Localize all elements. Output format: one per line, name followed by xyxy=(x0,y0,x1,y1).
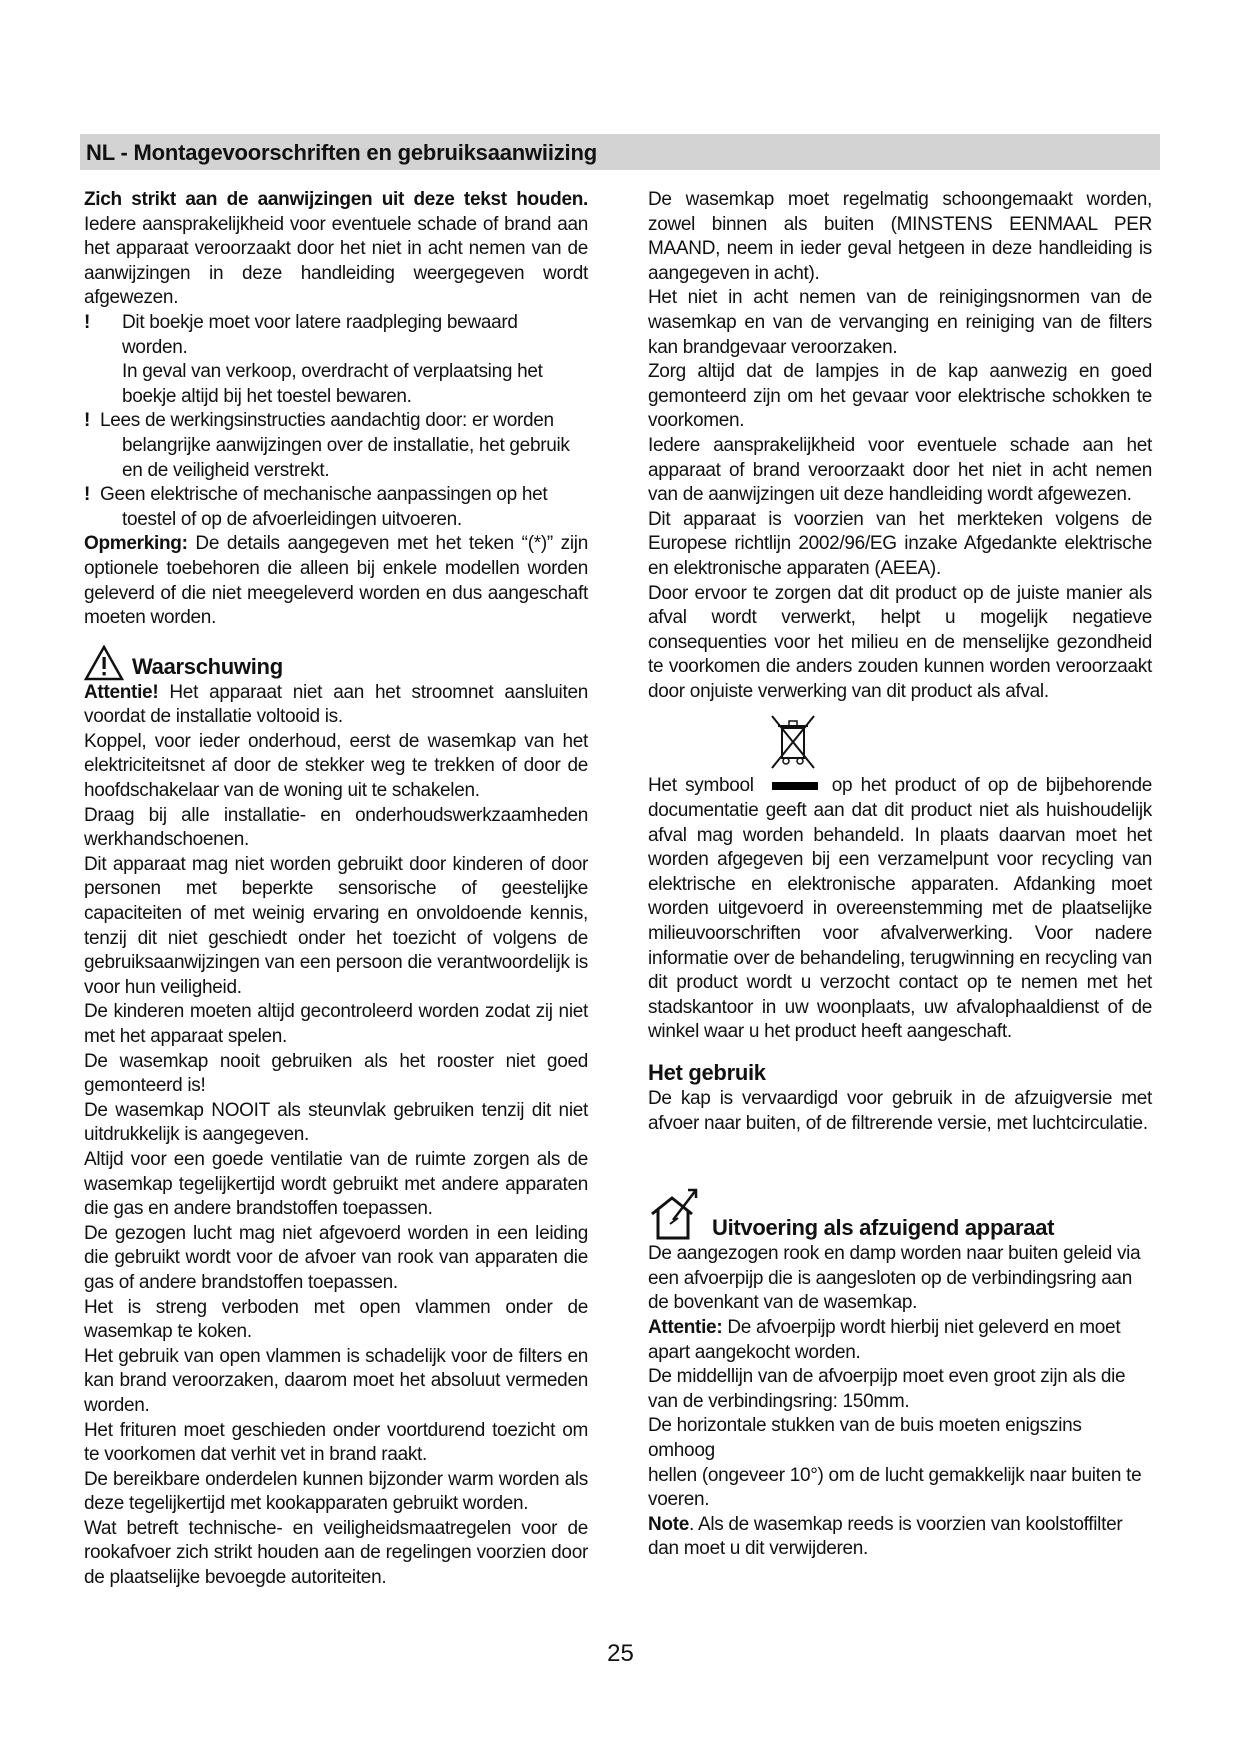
maintenance-paragraph: Iedere aansprakelijkheid voor eventuele schade aan het apparaat of brand veroorzaakt door het niet in acht nemen van de aanwijzingen uit deze handleiding wordt afgewezen. xyxy=(648,434,1152,506)
weee-paragraph: Door ervoor te zorgen dat dit product op de juiste manier als afval wordt verwerkt, helpt u mogelijk negatieve consequenties voor het milieu en de menselijke gezondheid te voorkomen die anders zouden kunnen worden veroorzaakt door onjuiste verwerking van dit product als afval. xyxy=(648,582,1152,702)
exhaust-heading xyxy=(648,1184,1152,1242)
attention-line xyxy=(648,1316,1152,1341)
horizontal-line: hellen (ongeveer 10°) om de lucht gemakkelijk naar buiten te xyxy=(648,1464,1142,1486)
right-column xyxy=(648,188,1152,1562)
warning-paragraph: De wasemkap NOOIT als steunvlak gebruiken tenzij dit niet uitdrukkelijk is aangegeven. xyxy=(84,1099,588,1146)
symbol-paragraph xyxy=(648,774,1152,1045)
bullet-line: belangrijke aanwijzingen over de installatie, het gebruik xyxy=(122,434,570,456)
symbol-prefix: Het symbool xyxy=(648,775,754,797)
symbol-text: op het product of op de bijbehorende documentatie geeft aan dat dit product niet als huishoudelijk afval mag worden behandeld. In plaats daarvan moet het worden afgegeven bij een verzamelpunt voor recycling van elektrische en elektronische apparaten. Afdanking moet worden uitgevoerd in overeenstemming met de plaatselijke milieuvoorschriften voor afvalverwerking. Voor nadere informatie over de behandeling, terugwinning en recycling van dit product wordt u verzocht contact op te nemen met het stadskantoor in uw woonplaats, uw afvalophaaldienst of de winkel waar u het product heeft aangeschaft. xyxy=(648,775,1153,1043)
warning-paragraph: Altijd voor een goede ventilatie van de ruimte zorgen als de wasemkap tegelijkertijd wordt gebruikt met andere apparaten die gas en andere brandstoffen toepassen. xyxy=(84,1148,588,1220)
maintenance-paragraph: Het niet in acht nemen van de reinigingsnormen van de wasemkap en van de vervanging en reiniging van de filters kan brandgevaar veroorzaken. xyxy=(648,287,1152,358)
note-line: dan moet u dit verwijderen. xyxy=(648,1538,869,1560)
note-text: . Als de wasemkap reeds is voorzien van koolstoffilter xyxy=(689,1513,1123,1535)
intro-paragraph xyxy=(84,188,588,311)
warning-paragraph: De gezogen lucht mag niet afgevoerd worden in een leiding die gebruikt wordt voor de afvoer van rook van apparaten die gas of andere brandstoffen toepassen. xyxy=(84,1222,588,1293)
bullet-line: In geval van verkoop, overdracht of verplaatsing het xyxy=(122,361,543,383)
bullet-line: Lees de werkingsinstructies aandachtig door: er worden xyxy=(100,410,554,432)
warning-paragraph: Koppel, voor ieder onderhoud, eerst de wasemkap van het elektriciteitsnet af door de stekker weg te trekken of door de hoofdschakelaar van de woning uit te schakelen. xyxy=(84,730,588,802)
bullet-item xyxy=(84,483,588,532)
note-label: Opmerking: xyxy=(84,533,188,555)
bullet-line: boekje altijd bij het toestel bewaren. xyxy=(122,385,412,407)
weee-symbol-area xyxy=(648,712,1152,774)
note-label: Note xyxy=(648,1513,690,1535)
diameter-line: van de verbindingsring: 150mm. xyxy=(648,1390,910,1412)
horizontal-line: voeren. xyxy=(648,1489,710,1511)
exhaust-title: Uitvoering als afzuigend apparaat xyxy=(712,1215,1055,1241)
exhaust-line: de bovenkant van de wasemkap. xyxy=(648,1292,918,1314)
exhaust-line: De aangezogen rook en damp worden naar buiten geleid via xyxy=(648,1243,1141,1265)
warning-paragraph: De bereikbare onderdelen kunnen bijzonder warm worden als deze tegelijkertijd met kookapparaten gebruikt worden. xyxy=(84,1468,588,1515)
note-text: De details aangegeven met het teken “(*)” zijn optionele toebehoren die alleen bij enkele modellen worden geleverd of die niet meegeleverd worden en dus aangeschaft moeten worden. xyxy=(84,533,588,629)
warning-paragraph: Het is streng verboden met open vlammen onder de wasemkap te koken. xyxy=(84,1296,588,1343)
left-column xyxy=(84,188,588,1591)
attention-label: Attentie! xyxy=(84,681,159,703)
intro-text: Iedere aansprakelijkheid voor eventuele schade of brand aan het apparaat veroorzaakt door het niet in acht nemen van de aanwijzingen in deze handleiding weergegeven wordt afgewezen. xyxy=(84,213,588,309)
attention-line: apart aangekocht worden. xyxy=(648,1341,861,1363)
bullet-line: Dit boekje moet voor latere raadpleging bewaard worden. xyxy=(122,311,518,358)
bullet-item xyxy=(84,311,588,409)
note-paragraph xyxy=(84,532,588,630)
exclamation-mark: ! xyxy=(84,311,91,333)
page-title: NL - Montagevoorschriften en gebruiksaanwiizing xyxy=(86,140,597,165)
warning-paragraph: De wasemkap nooit gebruiken als het rooster niet goed gemonteerd is! xyxy=(84,1050,588,1097)
note-line xyxy=(648,1513,1152,1538)
bullet-item xyxy=(84,409,588,483)
black-bar-icon xyxy=(772,782,818,790)
bullet-line: Geen elektrische of mechanische aanpassingen op het xyxy=(100,484,548,506)
warning-paragraph: Het gebruik van open vlammen is schadelijk voor de filters en kan brand veroorzaken, daarom moet het absoluut vermeden worden. xyxy=(84,1345,588,1416)
warning-paragraph: Het frituren moet geschieden onder voortdurend toezicht om te voorkomen dat verhit vet in brand raakt. xyxy=(84,1419,588,1466)
exclamation-mark: ! xyxy=(84,484,91,506)
page-number: 25 xyxy=(607,1640,634,1667)
usage-title: Het gebruik xyxy=(648,1060,766,1085)
attention-text: De afvoerpijp wordt hierbij niet geleverd en moet xyxy=(722,1316,1121,1338)
attention-label: Attentie: xyxy=(648,1316,723,1338)
exclamation-mark: ! xyxy=(84,410,91,432)
diameter-line: De middellijn van de afvoerpijp moet even groot zijn als die xyxy=(648,1366,1126,1388)
warning-paragraph: Dit apparaat mag niet worden gebruikt door kinderen of door personen met beperkte sensorische of geestelijke capaciteiten of met weinig ervaring en onvoldoende kennis, tenzij dit niet geschiedt onder het toezicht of volgens de gebruiksaanwijzingen van een persoon die verantwoordelijk is voor hun veiligheid. xyxy=(84,853,588,998)
attention-paragraph xyxy=(84,681,588,730)
warning-heading xyxy=(84,645,588,681)
exhaust-line: een afvoerpijp die is aangesloten op de verbindingsring aan xyxy=(648,1267,1133,1289)
attention-text: Het apparaat niet aan het stroomnet aansluiten voordat de installatie voltooid is. xyxy=(84,681,588,728)
weee-paragraph: Dit apparaat is voorzien van het merkteken volgens de Europese richtlijn 2002/96/EG inzake Afgedankte elektrische en elektronische apparaten (AEEA). xyxy=(648,508,1152,579)
crossed-out-bin-icon xyxy=(766,712,820,772)
intro-bold: Zich strikt aan de aanwijzingen uit deze tekst houden. xyxy=(84,189,588,210)
bullet-line: en de veiligheid verstrekt. xyxy=(122,459,330,481)
warning-paragraph: Wat betreft technische- en veiligheidsmaatregelen voor de rookafvoer zich strikt houden aan de regelingen voorzien door de plaatselijke bevoegde autoriteiten. xyxy=(84,1517,588,1589)
usage-paragraph: De kap is vervaardigd voor gebruik in de afzuigversie met afvoer naar buiten, of de filtrerende versie, met luchtcirculatie. xyxy=(648,1088,1152,1134)
house-exhaust-icon xyxy=(648,1184,706,1242)
warning-title: Waarschuwing xyxy=(132,653,283,679)
warning-triangle-icon xyxy=(84,645,124,681)
maintenance-paragraph: De wasemkap moet regelmatig schoongemaakt worden, zowel binnen als buiten (MINSTENS EENMAAL PER MAAND, neem in ieder geval hetgeen in deze handleiding is aangegeven in acht). xyxy=(648,189,1152,284)
maintenance-paragraph: Zorg altijd dat de lampjes in de kap aanwezig en goed gemonteerd zijn om het gevaar voor elektrische schokken te voorkomen. xyxy=(648,361,1152,432)
warning-paragraph: De kinderen moeten altijd gecontroleerd worden zodat zij niet met het apparaat spelen. xyxy=(84,1001,588,1047)
warning-paragraph: Draag bij alle installatie- en onderhoudswerkzaamheden werkhandschoenen. xyxy=(84,804,588,851)
horizontal-line: De horizontale stukken van de buis moeten enigszins omhoog xyxy=(648,1415,1082,1461)
bullet-line: toestel of op de afvoerleidingen uitvoeren. xyxy=(122,508,462,530)
